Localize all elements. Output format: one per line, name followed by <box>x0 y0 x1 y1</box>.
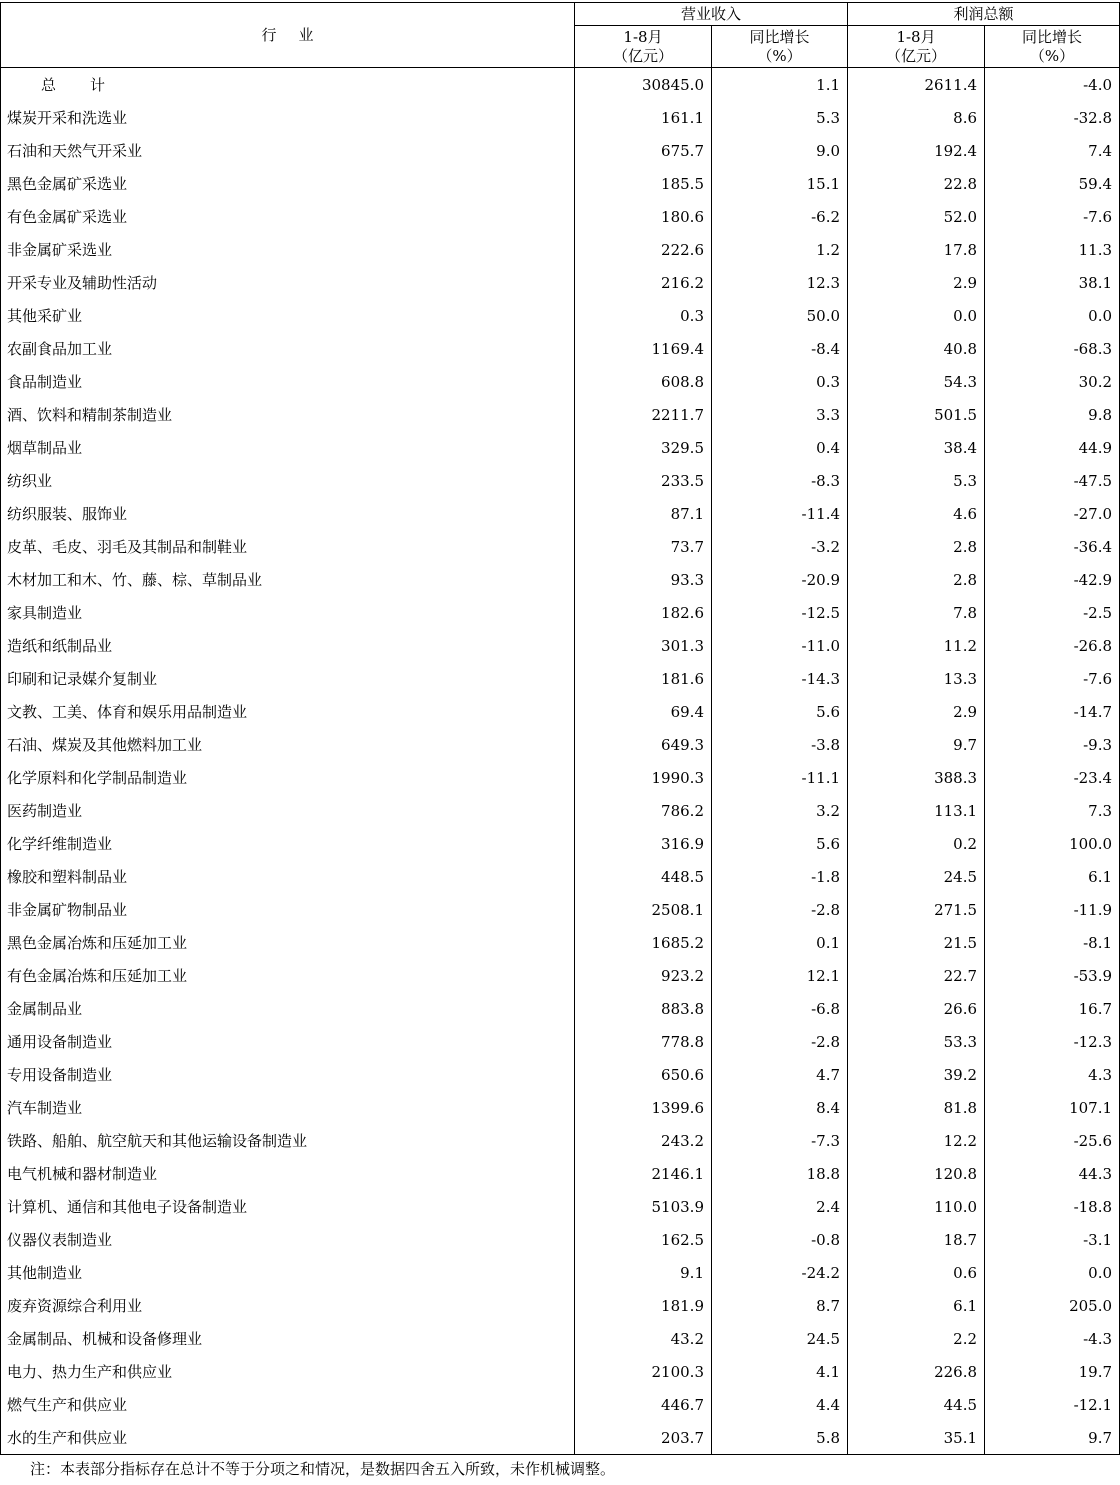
profit-cell: 0.6 <box>848 1256 985 1289</box>
industry-name-cell: 纺织服装、服饰业 <box>1 497 575 530</box>
industry-name-cell: 电力、热力生产和供应业 <box>1 1355 575 1388</box>
header-growth: 同比增长 <box>1022 27 1083 46</box>
header-revenue-amount <box>575 26 712 68</box>
table-header <box>1 3 1120 68</box>
revenue-growth-cell: -8.4 <box>712 332 848 365</box>
profit-cell: 110.0 <box>848 1190 985 1223</box>
profit-growth-cell: 44.9 <box>985 431 1120 464</box>
profit-cell: 11.2 <box>848 629 985 662</box>
profit-growth-cell: 0.0 <box>985 299 1120 332</box>
industry-name-cell: 有色金属冶炼和压延加工业 <box>1 959 575 992</box>
profit-cell: 13.3 <box>848 662 985 695</box>
industry-name-cell: 有色金属矿采选业 <box>1 200 575 233</box>
revenue-growth-cell: -0.8 <box>712 1223 848 1256</box>
revenue-growth-cell: -11.1 <box>712 761 848 794</box>
revenue-cell: 650.6 <box>575 1058 712 1091</box>
revenue-growth-cell: 0.1 <box>712 926 848 959</box>
industry-name-cell: 化学原料和化学制品制造业 <box>1 761 575 794</box>
revenue-growth-cell: 2.4 <box>712 1190 848 1223</box>
industry-name-cell: 计算机、通信和其他电子设备制造业 <box>1 1190 575 1223</box>
revenue-growth-cell: 5.6 <box>712 695 848 728</box>
profit-growth-cell: 59.4 <box>985 167 1120 200</box>
profit-growth-cell: -32.8 <box>985 101 1120 134</box>
profit-cell: 44.5 <box>848 1388 985 1421</box>
profit-cell: 52.0 <box>848 200 985 233</box>
profit-cell: 388.3 <box>848 761 985 794</box>
profit-growth-cell: -4.3 <box>985 1322 1120 1355</box>
revenue-cell: 181.9 <box>575 1289 712 1322</box>
profit-cell: 54.3 <box>848 365 985 398</box>
industry-name-cell: 水的生产和供应业 <box>1 1421 575 1455</box>
table-row <box>1 794 1120 827</box>
table-row <box>1 299 1120 332</box>
profit-cell: 22.8 <box>848 167 985 200</box>
revenue-cell: 180.6 <box>575 200 712 233</box>
header-profit-growth <box>985 26 1120 68</box>
revenue-cell: 30845.0 <box>575 68 712 102</box>
revenue-growth-cell: 8.7 <box>712 1289 848 1322</box>
industry-name-cell: 烟草制品业 <box>1 431 575 464</box>
industry-name-cell: 食品制造业 <box>1 365 575 398</box>
industry-name-cell: 皮革、毛皮、羽毛及其制品和制鞋业 <box>1 530 575 563</box>
profit-cell: 8.6 <box>848 101 985 134</box>
revenue-growth-cell: 4.4 <box>712 1388 848 1421</box>
revenue-growth-cell: 3.3 <box>712 398 848 431</box>
profit-growth-cell: 107.1 <box>985 1091 1120 1124</box>
revenue-cell: 9.1 <box>575 1256 712 1289</box>
revenue-cell: 87.1 <box>575 497 712 530</box>
profit-cell: 2.9 <box>848 695 985 728</box>
revenue-cell: 883.8 <box>575 992 712 1025</box>
revenue-growth-cell: -3.8 <box>712 728 848 761</box>
industry-name-cell: 农副食品加工业 <box>1 332 575 365</box>
profit-cell: 192.4 <box>848 134 985 167</box>
header-growth: 同比增长 <box>749 27 810 46</box>
industry-name-cell: 燃气生产和供应业 <box>1 1388 575 1421</box>
table-row <box>1 761 1120 794</box>
table-row <box>1 893 1120 926</box>
revenue-growth-cell: 1.1 <box>712 68 848 102</box>
revenue-growth-cell: -1.8 <box>712 860 848 893</box>
revenue-cell: 69.4 <box>575 695 712 728</box>
table-row <box>1 728 1120 761</box>
revenue-growth-cell: 3.2 <box>712 794 848 827</box>
revenue-cell: 446.7 <box>575 1388 712 1421</box>
industry-name-cell: 黑色金属冶炼和压延加工业 <box>1 926 575 959</box>
revenue-cell: 923.2 <box>575 959 712 992</box>
revenue-growth-cell: -12.5 <box>712 596 848 629</box>
profit-cell: 9.7 <box>848 728 985 761</box>
revenue-cell: 203.7 <box>575 1421 712 1455</box>
revenue-growth-cell: -14.3 <box>712 662 848 695</box>
revenue-cell: 2508.1 <box>575 893 712 926</box>
industry-name-cell: 木材加工和木、竹、藤、棕、草制品业 <box>1 563 575 596</box>
table-row <box>1 431 1120 464</box>
revenue-growth-cell: 5.8 <box>712 1421 848 1455</box>
profit-growth-cell: -4.0 <box>985 68 1120 102</box>
profit-growth-cell: -53.9 <box>985 959 1120 992</box>
profit-growth-cell: 4.3 <box>985 1058 1120 1091</box>
profit-cell: 53.3 <box>848 1025 985 1058</box>
revenue-growth-cell: -2.8 <box>712 893 848 926</box>
table-row <box>1 1124 1120 1157</box>
table-row <box>1 827 1120 860</box>
profit-cell: 26.6 <box>848 992 985 1025</box>
revenue-growth-cell: -2.8 <box>712 1025 848 1058</box>
table-row <box>1 398 1120 431</box>
table-row <box>1 926 1120 959</box>
industry-name-cell: 专用设备制造业 <box>1 1058 575 1091</box>
profit-growth-cell: 205.0 <box>985 1289 1120 1322</box>
header-revenue: 营业收入 <box>575 3 848 26</box>
revenue-cell: 301.3 <box>575 629 712 662</box>
revenue-cell: 1990.3 <box>575 761 712 794</box>
profit-cell: 39.2 <box>848 1058 985 1091</box>
industry-name-cell: 非金属矿采选业 <box>1 233 575 266</box>
header-unit-amount: （亿元） <box>886 46 947 65</box>
industry-name-cell: 煤炭开采和洗选业 <box>1 101 575 134</box>
revenue-growth-cell: 12.1 <box>712 959 848 992</box>
revenue-growth-cell: -20.9 <box>712 563 848 596</box>
table-row <box>1 1421 1120 1455</box>
revenue-cell: 73.7 <box>575 530 712 563</box>
revenue-cell: 448.5 <box>575 860 712 893</box>
industry-name-cell: 非金属矿物制品业 <box>1 893 575 926</box>
industry-name-cell: 铁路、船舶、航空航天和其他运输设备制造业 <box>1 1124 575 1157</box>
profit-growth-cell: -2.5 <box>985 596 1120 629</box>
revenue-growth-cell: 4.1 <box>712 1355 848 1388</box>
revenue-cell: 43.2 <box>575 1322 712 1355</box>
revenue-cell: 2146.1 <box>575 1157 712 1190</box>
revenue-cell: 0.3 <box>575 299 712 332</box>
revenue-growth-cell: -11.4 <box>712 497 848 530</box>
profit-cell: 81.8 <box>848 1091 985 1124</box>
industry-name-cell: 汽车制造业 <box>1 1091 575 1124</box>
profit-growth-cell: 30.2 <box>985 365 1120 398</box>
industry-name-cell: 化学纤维制造业 <box>1 827 575 860</box>
profit-cell: 7.8 <box>848 596 985 629</box>
revenue-cell: 222.6 <box>575 233 712 266</box>
table-row <box>1 365 1120 398</box>
revenue-cell: 93.3 <box>575 563 712 596</box>
industry-name-cell: 橡胶和塑料制品业 <box>1 860 575 893</box>
profit-cell: 22.7 <box>848 959 985 992</box>
profit-growth-cell: -68.3 <box>985 332 1120 365</box>
revenue-cell: 243.2 <box>575 1124 712 1157</box>
profit-growth-cell: -8.1 <box>985 926 1120 959</box>
profit-growth-cell: -7.6 <box>985 200 1120 233</box>
revenue-cell: 185.5 <box>575 167 712 200</box>
industry-name-cell: 金属制品、机械和设备修理业 <box>1 1322 575 1355</box>
industry-name-cell: 总计 <box>1 68 575 102</box>
table-row <box>1 959 1120 992</box>
industry-name-cell: 电气机械和器材制造业 <box>1 1157 575 1190</box>
profit-growth-cell: 7.3 <box>985 794 1120 827</box>
profit-cell: 21.5 <box>848 926 985 959</box>
table-row <box>1 629 1120 662</box>
table-row <box>1 1025 1120 1058</box>
revenue-cell: 675.7 <box>575 134 712 167</box>
industry-name-cell: 金属制品业 <box>1 992 575 1025</box>
revenue-growth-cell: 5.6 <box>712 827 848 860</box>
revenue-cell: 162.5 <box>575 1223 712 1256</box>
industry-name-cell: 石油和天然气开采业 <box>1 134 575 167</box>
profit-cell: 226.8 <box>848 1355 985 1388</box>
profit-growth-cell: -27.0 <box>985 497 1120 530</box>
industry-name-cell: 印刷和记录媒介复制业 <box>1 662 575 695</box>
header-industry: 行业 <box>1 3 575 68</box>
revenue-growth-cell: -24.2 <box>712 1256 848 1289</box>
profit-growth-cell: -26.8 <box>985 629 1120 662</box>
industry-name-cell: 酒、饮料和精制茶制造业 <box>1 398 575 431</box>
profit-cell: 38.4 <box>848 431 985 464</box>
profit-growth-cell: -14.7 <box>985 695 1120 728</box>
industry-name-cell: 通用设备制造业 <box>1 1025 575 1058</box>
profit-cell: 4.6 <box>848 497 985 530</box>
profit-growth-cell: -18.8 <box>985 1190 1120 1223</box>
header-unit-pct: （%） <box>757 46 802 65</box>
revenue-growth-cell: -8.3 <box>712 464 848 497</box>
industry-name-cell: 其他采矿业 <box>1 299 575 332</box>
header-revenue-growth <box>712 26 848 68</box>
revenue-growth-cell: 18.8 <box>712 1157 848 1190</box>
table-row <box>1 464 1120 497</box>
profit-growth-cell: 0.0 <box>985 1256 1120 1289</box>
profit-growth-cell: -12.3 <box>985 1025 1120 1058</box>
profit-growth-cell: -42.9 <box>985 563 1120 596</box>
industry-name-cell: 开采专业及辅助性活动 <box>1 266 575 299</box>
revenue-cell: 316.9 <box>575 827 712 860</box>
revenue-growth-cell: 0.3 <box>712 365 848 398</box>
revenue-cell: 161.1 <box>575 101 712 134</box>
revenue-cell: 608.8 <box>575 365 712 398</box>
industry-name-cell: 其他制造业 <box>1 1256 575 1289</box>
revenue-growth-cell: -6.8 <box>712 992 848 1025</box>
table-row <box>1 992 1120 1025</box>
profit-growth-cell: 19.7 <box>985 1355 1120 1388</box>
revenue-growth-cell: -7.3 <box>712 1124 848 1157</box>
table-row <box>1 1322 1120 1355</box>
profit-cell: 40.8 <box>848 332 985 365</box>
profit-cell: 2611.4 <box>848 68 985 102</box>
table-row <box>1 332 1120 365</box>
profit-growth-cell: 38.1 <box>985 266 1120 299</box>
table-row <box>1 1289 1120 1322</box>
table-row <box>1 167 1120 200</box>
header-unit-pct: （%） <box>1029 46 1075 65</box>
revenue-growth-cell: -3.2 <box>712 530 848 563</box>
profit-cell: 17.8 <box>848 233 985 266</box>
table-row <box>1 233 1120 266</box>
industry-name-cell: 石油、煤炭及其他燃料加工业 <box>1 728 575 761</box>
table-row <box>1 1190 1120 1223</box>
header-profit: 利润总额 <box>848 3 1120 26</box>
profit-growth-cell: -25.6 <box>985 1124 1120 1157</box>
profit-cell: 35.1 <box>848 1421 985 1455</box>
profit-cell: 2.2 <box>848 1322 985 1355</box>
profit-cell: 5.3 <box>848 464 985 497</box>
industry-name-cell: 仪器仪表制造业 <box>1 1223 575 1256</box>
profit-cell: 501.5 <box>848 398 985 431</box>
revenue-growth-cell: 0.4 <box>712 431 848 464</box>
table-row <box>1 530 1120 563</box>
header-unit-amount: （亿元） <box>612 46 673 65</box>
industry-name-cell: 医药制造业 <box>1 794 575 827</box>
profit-growth-cell: -9.3 <box>985 728 1120 761</box>
table-row <box>1 662 1120 695</box>
table-row <box>1 1157 1120 1190</box>
profit-growth-cell: 9.8 <box>985 398 1120 431</box>
revenue-growth-cell: 8.4 <box>712 1091 848 1124</box>
profit-growth-cell: 16.7 <box>985 992 1120 1025</box>
profit-cell: 2.8 <box>848 563 985 596</box>
profit-cell: 12.2 <box>848 1124 985 1157</box>
table-row <box>1 596 1120 629</box>
table-row <box>1 497 1120 530</box>
profit-growth-cell: -7.6 <box>985 662 1120 695</box>
profit-growth-cell: 100.0 <box>985 827 1120 860</box>
table-row <box>1 1355 1120 1388</box>
profit-growth-cell: -3.1 <box>985 1223 1120 1256</box>
revenue-cell: 649.3 <box>575 728 712 761</box>
header-profit-amount <box>848 26 985 68</box>
revenue-growth-cell: 1.2 <box>712 233 848 266</box>
industry-name-cell: 家具制造业 <box>1 596 575 629</box>
table-body <box>1 68 1120 1455</box>
revenue-cell: 2100.3 <box>575 1355 712 1388</box>
footnote: 注：本表部分指标存在总计不等于分项之和情况，是数据四舍五入所致，未作机械调整。 <box>30 1460 616 1478</box>
revenue-cell: 181.6 <box>575 662 712 695</box>
revenue-growth-cell: 5.3 <box>712 101 848 134</box>
profit-cell: 0.0 <box>848 299 985 332</box>
revenue-cell: 1685.2 <box>575 926 712 959</box>
profit-growth-cell: 11.3 <box>985 233 1120 266</box>
table-row <box>1 1058 1120 1091</box>
header-period: 1-8月 <box>896 27 936 46</box>
profit-cell: 120.8 <box>848 1157 985 1190</box>
revenue-cell: 5103.9 <box>575 1190 712 1223</box>
revenue-growth-cell: -6.2 <box>712 200 848 233</box>
header-period: 1-8月 <box>623 27 663 46</box>
table-row <box>1 134 1120 167</box>
industry-name-cell: 纺织业 <box>1 464 575 497</box>
profit-growth-cell: 7.4 <box>985 134 1120 167</box>
industry-name-cell: 造纸和纸制品业 <box>1 629 575 662</box>
profit-growth-cell: -23.4 <box>985 761 1120 794</box>
profit-cell: 24.5 <box>848 860 985 893</box>
profit-growth-cell: 6.1 <box>985 860 1120 893</box>
table-row <box>1 1223 1120 1256</box>
revenue-growth-cell: 15.1 <box>712 167 848 200</box>
profit-growth-cell: -12.1 <box>985 1388 1120 1421</box>
revenue-growth-cell: -11.0 <box>712 629 848 662</box>
revenue-growth-cell: 12.3 <box>712 266 848 299</box>
table-row <box>1 1091 1120 1124</box>
profit-cell: 6.1 <box>848 1289 985 1322</box>
revenue-cell: 216.2 <box>575 266 712 299</box>
revenue-cell: 329.5 <box>575 431 712 464</box>
table-row <box>1 1256 1120 1289</box>
industry-name-cell: 文教、工美、体育和娱乐用品制造业 <box>1 695 575 728</box>
total-row <box>1 68 1120 102</box>
revenue-cell: 2211.7 <box>575 398 712 431</box>
profit-cell: 2.9 <box>848 266 985 299</box>
revenue-cell: 182.6 <box>575 596 712 629</box>
profit-growth-cell: 9.7 <box>985 1421 1120 1455</box>
profit-growth-cell: -11.9 <box>985 893 1120 926</box>
table-row <box>1 101 1120 134</box>
profit-growth-cell: -36.4 <box>985 530 1120 563</box>
revenue-cell: 786.2 <box>575 794 712 827</box>
industry-stats-table <box>0 2 1120 1455</box>
profit-cell: 113.1 <box>848 794 985 827</box>
revenue-growth-cell: 4.7 <box>712 1058 848 1091</box>
profit-cell: 18.7 <box>848 1223 985 1256</box>
revenue-cell: 778.8 <box>575 1025 712 1058</box>
industry-name-cell: 废弃资源综合利用业 <box>1 1289 575 1322</box>
table-row <box>1 200 1120 233</box>
table-row <box>1 1388 1120 1421</box>
revenue-growth-cell: 50.0 <box>712 299 848 332</box>
revenue-cell: 1399.6 <box>575 1091 712 1124</box>
table-row <box>1 695 1120 728</box>
table-row <box>1 563 1120 596</box>
industry-name-cell: 黑色金属矿采选业 <box>1 167 575 200</box>
profit-cell: 2.8 <box>848 530 985 563</box>
revenue-growth-cell: 24.5 <box>712 1322 848 1355</box>
revenue-cell: 233.5 <box>575 464 712 497</box>
profit-cell: 0.2 <box>848 827 985 860</box>
profit-growth-cell: 44.3 <box>985 1157 1120 1190</box>
table-row <box>1 266 1120 299</box>
revenue-growth-cell: 9.0 <box>712 134 848 167</box>
profit-cell: 271.5 <box>848 893 985 926</box>
revenue-cell: 1169.4 <box>575 332 712 365</box>
profit-growth-cell: -47.5 <box>985 464 1120 497</box>
table-row <box>1 860 1120 893</box>
